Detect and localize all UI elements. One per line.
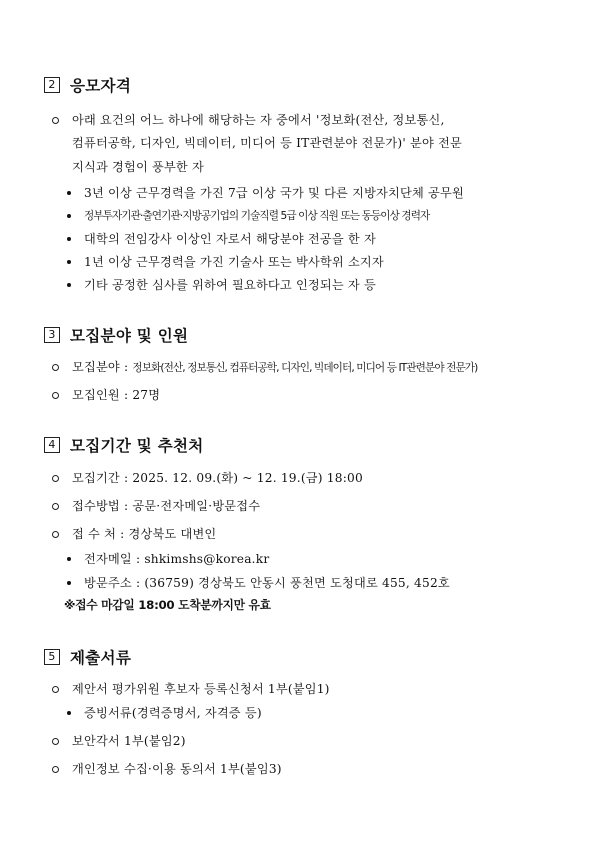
- dot-bullet-icon: [67, 214, 71, 218]
- section-number-box: 4: [44, 437, 60, 453]
- circle-bullet-icon: [52, 392, 59, 399]
- qualification-bullet-5: 기타 공정한 심사를 위하여 필요하다고 인정되는 자 등: [84, 278, 376, 292]
- email-line: 전자메일 : shkimshs@korea.kr: [84, 552, 270, 566]
- qualification-main-line-1: 아래 요건의 어느 하나에 해당하는 자 중에서 '정보화(전산, 정보통신,: [72, 113, 445, 127]
- circle-bullet-icon: [52, 738, 59, 745]
- section-title: 응모자격: [70, 77, 132, 95]
- recruit-count-line: 모집인원 : 27명: [72, 388, 161, 402]
- address-line: 방문주소 : (36759) 경상북도 안동시 풍천면 도청대로 455, 452호: [84, 576, 450, 590]
- section-number-box: 3: [44, 327, 60, 343]
- document-3-line: 개인정보 수집·이용 동의서 1부(붙임3): [72, 762, 282, 776]
- circle-bullet-icon: [52, 364, 59, 371]
- circle-bullet-icon: [52, 117, 59, 124]
- dot-bullet-icon: [67, 581, 71, 585]
- deadline-notice: ※접수 마감일 18:00 도착분까지만 유효: [64, 598, 271, 612]
- section-number-box: 2: [44, 77, 60, 93]
- section-title: 제출서류: [70, 649, 132, 667]
- circle-bullet-icon: [52, 766, 59, 773]
- qualification-bullet-2: 정부투자기관·출연기관·지방공기업의 기술직렬 5급 이상 직원 또는 동등이상 경력자: [84, 210, 430, 222]
- dot-bullet-icon: [67, 711, 71, 715]
- section-number-box: 5: [44, 649, 60, 665]
- dot-bullet-icon: [67, 283, 71, 287]
- recruit-field-value: 정보화(전산, 정보통신, 컴퓨터공학, 디자인, 빅데이터, 미디어 등 IT관련분야 전문가): [132, 362, 478, 374]
- section-5-heading: [44, 646, 131, 668]
- document-1-line: 제안서 평가위원 후보자 등록신청서 1부(붙임1): [72, 682, 330, 696]
- qualification-bullet-1: 3년 이상 근무경력을 가진 7급 이상 국가 및 다른 지방자치단체 공무원: [84, 186, 464, 200]
- section-title: 모집기간 및 추천처: [70, 437, 204, 455]
- circle-bullet-icon: [52, 686, 59, 693]
- recruit-period-line: 모집기간 : 2025. 12. 09.(화) ~ 12. 19.(금) 18:00: [72, 471, 363, 485]
- document-1-sub-line: 증빙서류(경력증명서, 자격증 등): [84, 706, 262, 720]
- qualification-main-line-2: 컴퓨터공학, 디자인, 빅데이터, 미디어 등 IT관련분야 전문가)' 분야 전문: [72, 136, 462, 150]
- circle-bullet-icon: [52, 503, 59, 510]
- section-3-heading: [44, 324, 188, 346]
- submission-method-line: 접수방법 : 공문·전자메일·방문접수: [72, 499, 261, 513]
- section-2-heading: [44, 74, 131, 96]
- dot-bullet-icon: [67, 557, 71, 561]
- dot-bullet-icon: [67, 237, 71, 241]
- qualification-main-line-3: 지식과 경험이 풍부한 자: [72, 160, 204, 174]
- dot-bullet-icon: [67, 191, 71, 195]
- section-4-heading: [44, 434, 204, 456]
- qualification-bullet-3: 대학의 전임강사 이상인 자로서 해당분야 전공을 한 자: [84, 232, 376, 246]
- document-2-line: 보안각서 1부(붙임2): [72, 734, 186, 748]
- qualification-bullet-4: 1년 이상 근무경력을 가진 기술사 또는 박사학위 소지자: [84, 255, 384, 269]
- recruit-field-label: 모집분야 :: [72, 360, 133, 374]
- circle-bullet-icon: [52, 475, 59, 482]
- recipient-line: 접 수 처 : 경상북도 대변인: [72, 527, 217, 541]
- recruit-field-line: [72, 359, 477, 376]
- circle-bullet-icon: [52, 531, 59, 538]
- section-title: 모집분야 및 인원: [70, 327, 189, 345]
- dot-bullet-icon: [67, 260, 71, 264]
